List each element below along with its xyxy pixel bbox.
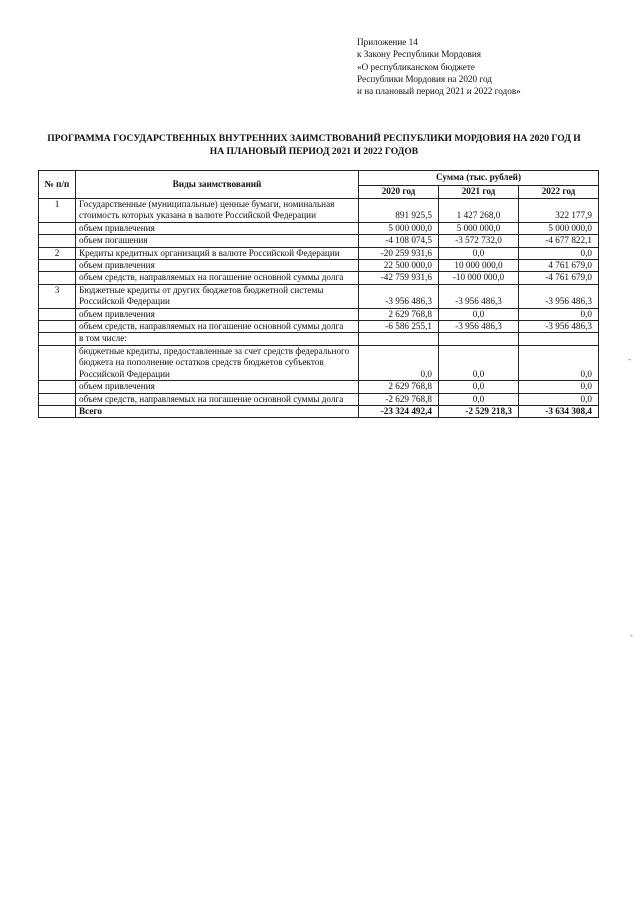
row-num (39, 393, 76, 405)
total-row (39, 405, 599, 417)
annex-line: Приложение 14 (357, 37, 418, 47)
value-2021: 0,0 (439, 247, 519, 259)
row-num (39, 405, 76, 417)
row-name: Бюджетные кредиты от других бюджетов бюджетной системы Российской Федерации (76, 284, 359, 308)
value-2021: -3 956 486,3 (439, 321, 519, 333)
table-row (39, 222, 599, 234)
table-row (39, 308, 599, 320)
value-2022: 322 177,9 (519, 199, 599, 223)
title-line-1: ПРОГРАММА ГОСУДАРСТВЕННЫХ ВНУТРЕННИХ ЗАИМСТВОВАНИЙ РЕСПУБЛИКИ МОРДОВИЯ НА 2020 ГОД И (47, 133, 581, 144)
row-num (39, 345, 76, 380)
table-row (39, 393, 599, 405)
value-2021: 0,0 (439, 308, 519, 320)
value-2020: 5 000 000,0 (359, 222, 439, 234)
scan-mark: - (630, 630, 633, 640)
row-name: объем привлечения (76, 260, 359, 272)
header-year-2022: 2022 год (519, 186, 599, 199)
title-line-2: НА ПЛАНОВЫЙ ПЕРИОД 2021 И 2022 ГОДОВ (209, 145, 419, 157)
row-num: 3 (39, 284, 76, 308)
value-2022: 0,0 (519, 393, 599, 405)
table-row (39, 272, 599, 284)
value-2020: -6 586 255,1 (359, 321, 439, 333)
document-title (24, 133, 604, 158)
header-sum: Сумма (тыс. рублей) (359, 171, 599, 186)
value-2020: -2 629 768,8 (359, 393, 439, 405)
row-name: объем средств, направляемых на погашение основной суммы долга (76, 272, 359, 284)
value-2020: 2 629 768,8 (359, 308, 439, 320)
row-name: бюджетные кредиты, предоставленные за счет средств федерального бюджета на пополнение остатков средств бюджетов субъектов Российской Федерации (76, 345, 359, 380)
value-2020: 22 500 000,0 (359, 260, 439, 272)
value-2020: 0,0 (359, 345, 439, 380)
value-2022: 0,0 (519, 247, 599, 259)
value-2020: -42 759 931,6 (359, 272, 439, 284)
table-row (39, 199, 599, 223)
total-label: Всего (76, 405, 359, 417)
row-name: Государственные (муниципальные) ценные бумаги, номинальная стоимость которых указана в валюте Российской Федерации (76, 199, 359, 223)
value-2021: -3 956 486,3 (439, 284, 519, 308)
value-2021: -10 000 000,0 (439, 272, 519, 284)
table-row (39, 260, 599, 272)
row-name: объем средств, направляемых на погашение основной суммы долга (76, 393, 359, 405)
row-name: объем привлечения (76, 308, 359, 320)
annex-line: «О республиканском бюджете (357, 61, 475, 72)
row-name: объем привлечения (76, 222, 359, 234)
value-2022: -3 956 486,3 (519, 321, 599, 333)
annex-line: к Закону Республики Мордовия (357, 49, 481, 60)
header-name: Виды заимствований (76, 171, 359, 199)
value-2022 (519, 333, 599, 345)
value-2022: 4 761 679,0 (519, 260, 599, 272)
row-num (39, 321, 76, 333)
annex-line: и на плановый период 2021 и 2022 годов» (357, 86, 521, 97)
annex-line: Республики Мордовия на 2020 год (357, 73, 492, 84)
table-row (39, 345, 599, 380)
row-num: 2 (39, 247, 76, 259)
row-num (39, 381, 76, 393)
table-row (39, 284, 599, 308)
annex-note (357, 36, 627, 97)
value-2022: -3 956 486,3 (519, 284, 599, 308)
table-row (39, 381, 599, 393)
total-2020: -23 324 492,4 (359, 405, 439, 417)
value-2020: 891 925,5 (359, 199, 439, 223)
value-2022: -4 761 679,0 (519, 272, 599, 284)
row-num (39, 272, 76, 284)
table-row (39, 235, 599, 247)
scan-mark: - (628, 354, 631, 364)
row-name: объем привлечения (76, 381, 359, 393)
table-row (39, 321, 599, 333)
header-num: № п/п (39, 171, 76, 199)
value-2021: 10 000 000,0 (439, 260, 519, 272)
value-2021: -3 572 732,0 (439, 235, 519, 247)
row-num (39, 260, 76, 272)
row-num (39, 333, 76, 345)
table-row (39, 333, 599, 345)
value-2020: -3 956 486,3 (359, 284, 439, 308)
value-2021: 5 000 000,0 (439, 222, 519, 234)
row-name: в том числе: (76, 333, 359, 345)
value-2021: 0,0 (439, 345, 519, 380)
value-2021 (439, 333, 519, 345)
table-row (39, 247, 599, 259)
value-2022: 5 000 000,0 (519, 222, 599, 234)
value-2020: 2 629 768,8 (359, 381, 439, 393)
row-num (39, 235, 76, 247)
value-2022: 0,0 (519, 381, 599, 393)
row-name: Кредиты кредитных организаций в валюте Российской Федерации (76, 247, 359, 259)
value-2022: -4 677 822,1 (519, 235, 599, 247)
value-2020: -4 108 074,5 (359, 235, 439, 247)
value-2022: 0,0 (519, 345, 599, 380)
header-year-2021: 2021 год (439, 186, 519, 199)
value-2021: 0,0 (439, 381, 519, 393)
borrowing-table (38, 170, 599, 418)
row-num (39, 308, 76, 320)
value-2020: -20 259 931,6 (359, 247, 439, 259)
value-2021: 0,0 (439, 393, 519, 405)
row-name: объем погашения (76, 235, 359, 247)
table-header-row (39, 171, 599, 186)
value-2021: 1 427 268,0 (439, 199, 519, 223)
total-2021: -2 529 218,3 (439, 405, 519, 417)
row-num: 1 (39, 199, 76, 223)
value-2020 (359, 333, 439, 345)
row-name: объем средств, направляемых на погашение основной суммы долга (76, 321, 359, 333)
total-2022: -3 634 308,4 (519, 405, 599, 417)
row-num (39, 222, 76, 234)
value-2022: 0,0 (519, 308, 599, 320)
header-year-2020: 2020 год (359, 186, 439, 199)
